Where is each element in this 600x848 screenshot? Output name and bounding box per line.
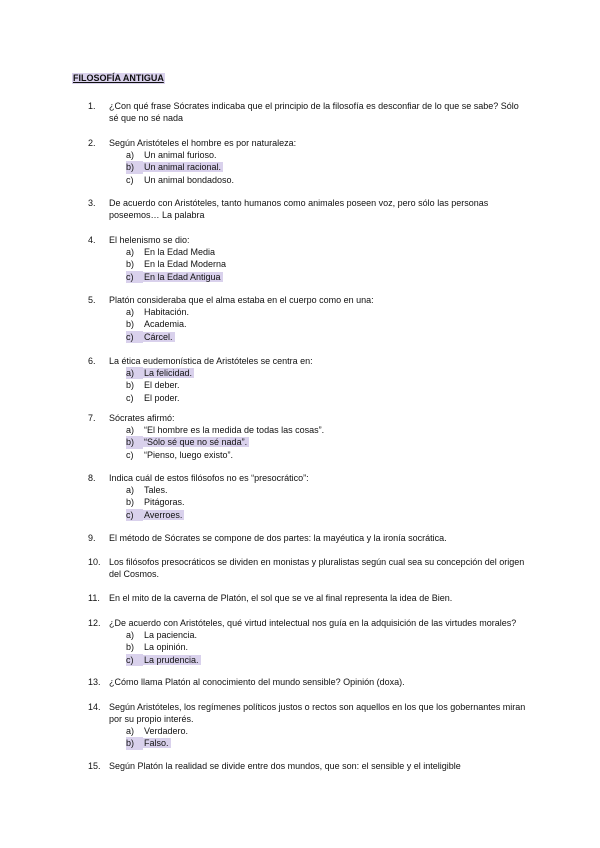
answer-option bbox=[126, 161, 528, 173]
answer-option bbox=[126, 246, 528, 258]
question-item bbox=[88, 472, 528, 521]
option-letter: a) bbox=[126, 307, 135, 317]
option-letter: a) bbox=[126, 726, 135, 736]
question-number: 1. bbox=[88, 101, 96, 111]
answer-option bbox=[126, 484, 528, 496]
option-text: Un animal furioso. bbox=[144, 150, 217, 160]
option-text: “Pienso, luego existo”. bbox=[144, 449, 234, 460]
option-letter: a) bbox=[126, 247, 135, 257]
correct-answer-highlight: En la Edad Antigua bbox=[144, 271, 221, 282]
correct-answer-highlight: Cárcel. bbox=[144, 331, 173, 342]
option-letter: c) bbox=[126, 509, 143, 521]
question-text: Sócrates afirmó: bbox=[109, 413, 175, 423]
option-text: “El hombre es la medida de todas las cosas”. bbox=[144, 425, 325, 435]
option-text: Pitágoras. bbox=[144, 497, 185, 508]
option-text: El deber. bbox=[144, 380, 180, 391]
option-letter: c) bbox=[126, 271, 143, 283]
correct-answer-highlight: La felicidad. bbox=[144, 368, 193, 378]
question-text: Los filósofos presocráticos se dividen en monistas y pluralistas según cual sea su concepción del origen del Cosmos. bbox=[109, 557, 525, 579]
answer-option bbox=[126, 436, 528, 448]
answer-option bbox=[126, 629, 528, 641]
options-list bbox=[126, 246, 528, 283]
question-number: 3. bbox=[88, 198, 96, 208]
question-text: Según Aristóteles, los regímenes políticos justos o rectos son aquellos en los que los gobernantes miran por su propio interés. bbox=[109, 702, 526, 724]
question-number: 8. bbox=[88, 473, 96, 483]
option-text: Academia. bbox=[144, 319, 187, 330]
question-number: 6. bbox=[88, 356, 96, 366]
options-list bbox=[126, 725, 528, 750]
question-text: De acuerdo con Aristóteles, tanto humanos como animales poseen voz, pero sólo las personas poseemos… La palabra bbox=[109, 198, 489, 220]
answer-option bbox=[126, 149, 528, 161]
question-text: Según Platón la realidad se divide entre dos mundos, que son: el sensible y el inteligible bbox=[109, 761, 461, 771]
question-text: Según Aristóteles el hombre es por naturaleza: bbox=[109, 138, 297, 148]
question-number: 12. bbox=[88, 618, 101, 628]
question-number: 2. bbox=[88, 138, 96, 148]
option-letter: b) bbox=[126, 319, 135, 330]
option-letter: b) bbox=[126, 380, 135, 391]
question-item bbox=[88, 760, 528, 772]
question-item bbox=[88, 592, 528, 604]
option-letter: b) bbox=[126, 737, 143, 749]
page-title: FILOSOFÍA ANTIGUA bbox=[73, 73, 164, 83]
question-item bbox=[88, 532, 528, 544]
question-text: El método de Sócrates se compone de dos partes: la mayéutica y la ironía socrática. bbox=[109, 533, 447, 543]
option-text: Tales. bbox=[144, 485, 168, 495]
option-letter: c) bbox=[126, 331, 143, 343]
option-letter: b) bbox=[126, 497, 135, 508]
answer-option bbox=[126, 271, 528, 283]
options-list bbox=[126, 424, 528, 461]
option-text: Un animal bondadoso. bbox=[144, 174, 235, 185]
option-letter: c) bbox=[126, 654, 143, 666]
question-item bbox=[88, 676, 528, 688]
answer-option bbox=[126, 641, 528, 653]
option-text: La opinión. bbox=[144, 642, 189, 653]
question-text: Indica cuál de estos filósofos no es “presocrático”: bbox=[109, 473, 309, 483]
answer-option bbox=[126, 367, 528, 379]
correct-answer-highlight: Falso. bbox=[144, 738, 169, 749]
answer-option bbox=[126, 449, 528, 461]
option-letter: c) bbox=[126, 174, 134, 185]
option-letter: c) bbox=[126, 449, 134, 460]
options-list bbox=[126, 367, 528, 404]
answer-option bbox=[126, 331, 528, 343]
question-number: 10. bbox=[88, 557, 101, 567]
option-text: La paciencia. bbox=[144, 630, 198, 640]
options-list bbox=[126, 629, 528, 666]
answer-option bbox=[126, 725, 528, 737]
question-item bbox=[88, 556, 528, 580]
options-list bbox=[126, 306, 528, 343]
option-letter: c) bbox=[126, 392, 134, 403]
answer-option bbox=[126, 306, 528, 318]
correct-answer-highlight: Un animal racional. bbox=[144, 162, 222, 173]
answer-option bbox=[126, 379, 528, 391]
option-text: Verdadero. bbox=[144, 726, 189, 736]
answer-option bbox=[126, 258, 528, 270]
option-text: Habitación. bbox=[144, 307, 190, 317]
option-letter: a) bbox=[126, 367, 143, 379]
question-number: 7. bbox=[88, 413, 96, 423]
question-text: ¿Con qué frase Sócrates indicaba que el principio de la filosofía es desconfiar de lo que se sabe? Sólo sé que no sé nada bbox=[109, 101, 519, 123]
question-item bbox=[88, 234, 528, 283]
question-item bbox=[88, 294, 528, 343]
options-list bbox=[126, 149, 528, 186]
answer-option bbox=[126, 496, 528, 508]
option-letter: b) bbox=[126, 259, 135, 270]
question-item bbox=[88, 137, 528, 186]
question-text: En el mito de la caverna de Platón, el sol que se ve al final representa la idea de Bien. bbox=[109, 593, 453, 603]
option-letter: b) bbox=[126, 436, 143, 448]
answer-option bbox=[126, 392, 528, 404]
answer-option bbox=[126, 509, 528, 521]
options-list bbox=[126, 484, 528, 521]
question-item bbox=[88, 100, 528, 124]
option-letter: b) bbox=[126, 642, 135, 653]
answer-option bbox=[126, 424, 528, 436]
question-number: 13. bbox=[88, 677, 101, 687]
option-letter: a) bbox=[126, 150, 135, 160]
answer-option bbox=[126, 654, 528, 666]
answer-option bbox=[126, 174, 528, 186]
question-item bbox=[88, 701, 528, 750]
answer-option bbox=[126, 737, 528, 749]
option-letter: a) bbox=[126, 630, 135, 640]
question-number: 5. bbox=[88, 295, 96, 305]
answer-option bbox=[126, 318, 528, 330]
question-item bbox=[88, 412, 528, 461]
question-item bbox=[88, 355, 528, 404]
question-item bbox=[88, 197, 528, 221]
question-text: La ética eudemonística de Aristóteles se centra en: bbox=[109, 356, 313, 366]
option-letter: a) bbox=[126, 485, 135, 495]
option-letter: b) bbox=[126, 161, 143, 173]
question-number: 4. bbox=[88, 235, 96, 245]
option-letter: a) bbox=[126, 425, 135, 435]
option-text: En la Edad Moderna bbox=[144, 259, 227, 270]
question-number: 11. bbox=[88, 593, 100, 603]
question-text: ¿De acuerdo con Aristóteles, qué virtud intelectual nos guía en la adquisición de las virtudes morales? bbox=[109, 618, 517, 628]
question-number: 14. bbox=[88, 702, 101, 712]
question-number: 15. bbox=[88, 761, 101, 771]
correct-answer-highlight: “Sólo sé que no sé nada”. bbox=[144, 437, 248, 448]
option-text: En la Edad Media bbox=[144, 247, 216, 257]
question-text: Platón consideraba que el alma estaba en el cuerpo como en una: bbox=[109, 295, 374, 305]
question-text: El helenismo se dio: bbox=[109, 235, 190, 245]
option-text: El poder. bbox=[144, 392, 180, 403]
question-text: ¿Cómo llama Platón al conocimiento del mundo sensible? Opinión (doxa). bbox=[109, 677, 405, 687]
question-number: 9. bbox=[88, 533, 96, 543]
correct-answer-highlight: Averroes. bbox=[144, 509, 183, 520]
correct-answer-highlight: La prudencia. bbox=[144, 654, 199, 665]
question-item bbox=[88, 617, 528, 666]
